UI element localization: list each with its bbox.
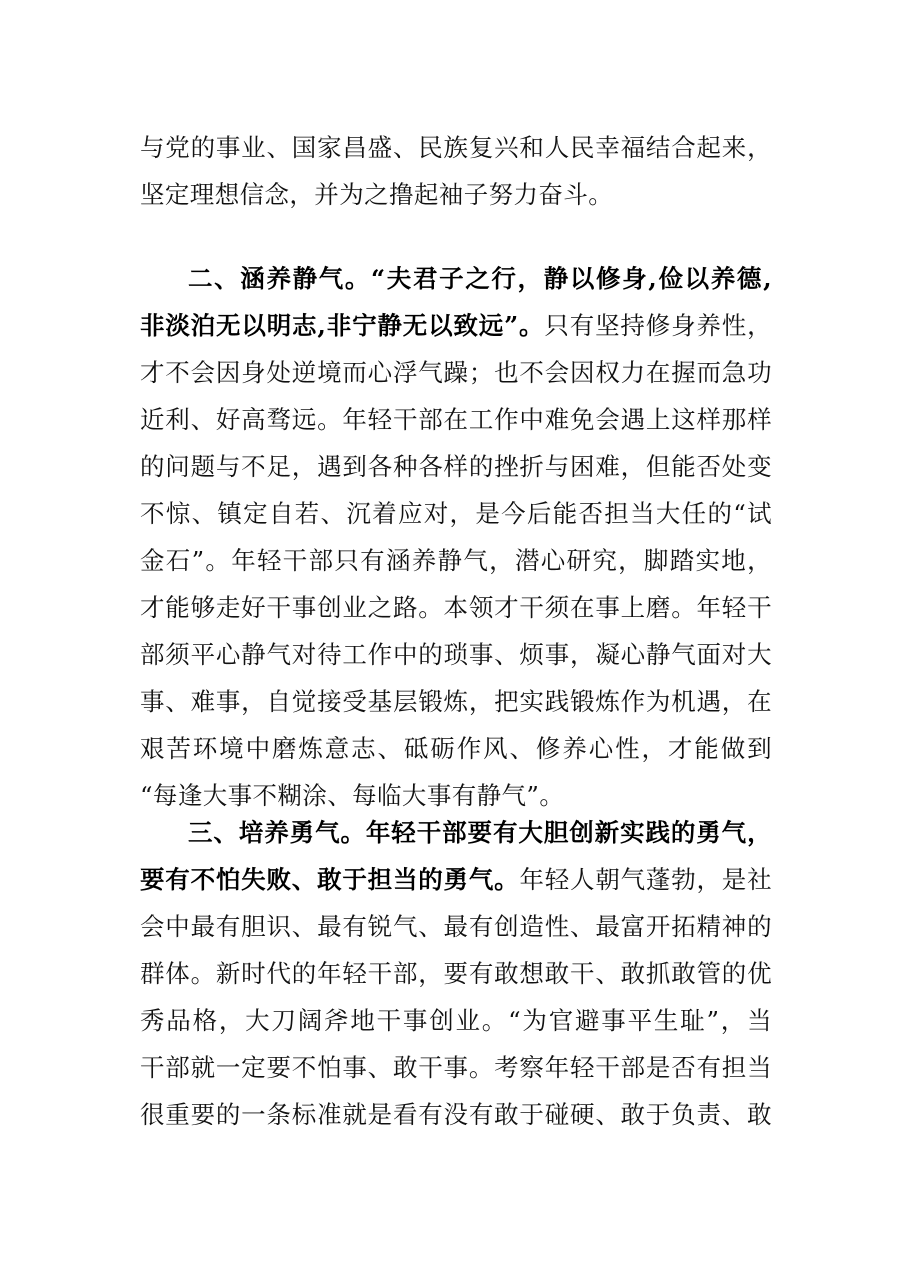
paragraph-continuation (140, 124, 772, 218)
line-text: 才能够走好干事创业之路。本领才干须在事上磨。年轻干 (140, 593, 772, 622)
text-line (140, 856, 772, 903)
text-line (140, 584, 772, 631)
line-text: 部须平心静气对待工作中的琐事、烦事，凝心静气面对大 (140, 640, 772, 669)
text-line (140, 171, 772, 218)
line-text: 艰苦环境中磨炼意志、砥砺作风、修养心性，才能做到 (140, 734, 772, 763)
heading-text-tail: 要有不怕失败、敢于担当的勇气。 (140, 865, 520, 894)
line-text: 近利、好高骛远。年轻干部在工作中难免会遇上这样那样 (140, 405, 772, 434)
text-line (140, 678, 772, 725)
line-text: 坚定理想信念，并为之撸起袖子努力奋斗。 (140, 180, 614, 209)
section-heading-text: 三、培养勇气。年轻干部要有大胆创新实践的勇气， (188, 818, 772, 847)
text-line (140, 1044, 772, 1091)
text-line (140, 349, 772, 396)
heading-text-tail: 非淡泊无以明志,非宁静无以致远”。 (140, 311, 545, 340)
text-line (140, 950, 772, 997)
text-line (140, 302, 772, 349)
text-line (140, 537, 772, 584)
section-heading-text: 二、涵养静气。“夫君子之行，静以修身,俭以养德, (188, 264, 772, 293)
text-line (140, 443, 772, 490)
line-text: 才不会因身处逆境而心浮气躁；也不会因权力在握而急功 (140, 358, 772, 387)
paragraph-cultivate-calm (140, 255, 772, 819)
section-heading-line (140, 255, 772, 302)
line-text: 与党的事业、国家昌盛、民族复兴和人民幸福结合起来， (140, 133, 772, 162)
text-line (140, 997, 772, 1044)
line-text: 会中最有胆识、最有锐气、最有创造性、最富开拓精神的 (140, 912, 772, 941)
line-text: 群体。新时代的年轻干部，要有敢想敢干、敢抓敢管的优 (140, 959, 772, 988)
line-text: 金石”。年轻干部只有涵养静气，潜心研究，脚踏实地， (140, 546, 772, 575)
line-text: “每逢大事不糊涂、每临大事有静气”。 (140, 781, 565, 810)
text-line (140, 490, 772, 537)
line-text: 年轻人朝气蓬勃，是社 (519, 865, 772, 894)
text-line (140, 903, 772, 950)
line-text: 不惊、镇定自若、沉着应对，是今后能否担当大任的“试 (140, 499, 772, 528)
line-text: 干部就一定要不怕事、敢干事。考察年轻干部是否有担当 (140, 1053, 772, 1082)
line-text: 很重要的一条标准就是看有没有敢于碰硬、敢于负责、敢 (140, 1100, 772, 1129)
text-line (140, 396, 772, 443)
line-text: 秀品格，大刀阔斧地干事创业。“为官避事平生耻”，当 (140, 1006, 772, 1035)
paragraph-cultivate-courage (140, 809, 772, 1138)
line-text: 只有坚持修身养性， (544, 311, 772, 340)
text-line (140, 725, 772, 772)
text-line (140, 124, 772, 171)
section-heading-line (140, 809, 772, 856)
text-line (140, 631, 772, 678)
text-line (140, 1091, 772, 1138)
line-text: 事、难事，自觉接受基层锻炼，把实践锻炼作为机遇，在 (140, 687, 772, 716)
line-text: 的问题与不足，遇到各种各样的挫折与困难，但能否处变 (140, 452, 772, 481)
